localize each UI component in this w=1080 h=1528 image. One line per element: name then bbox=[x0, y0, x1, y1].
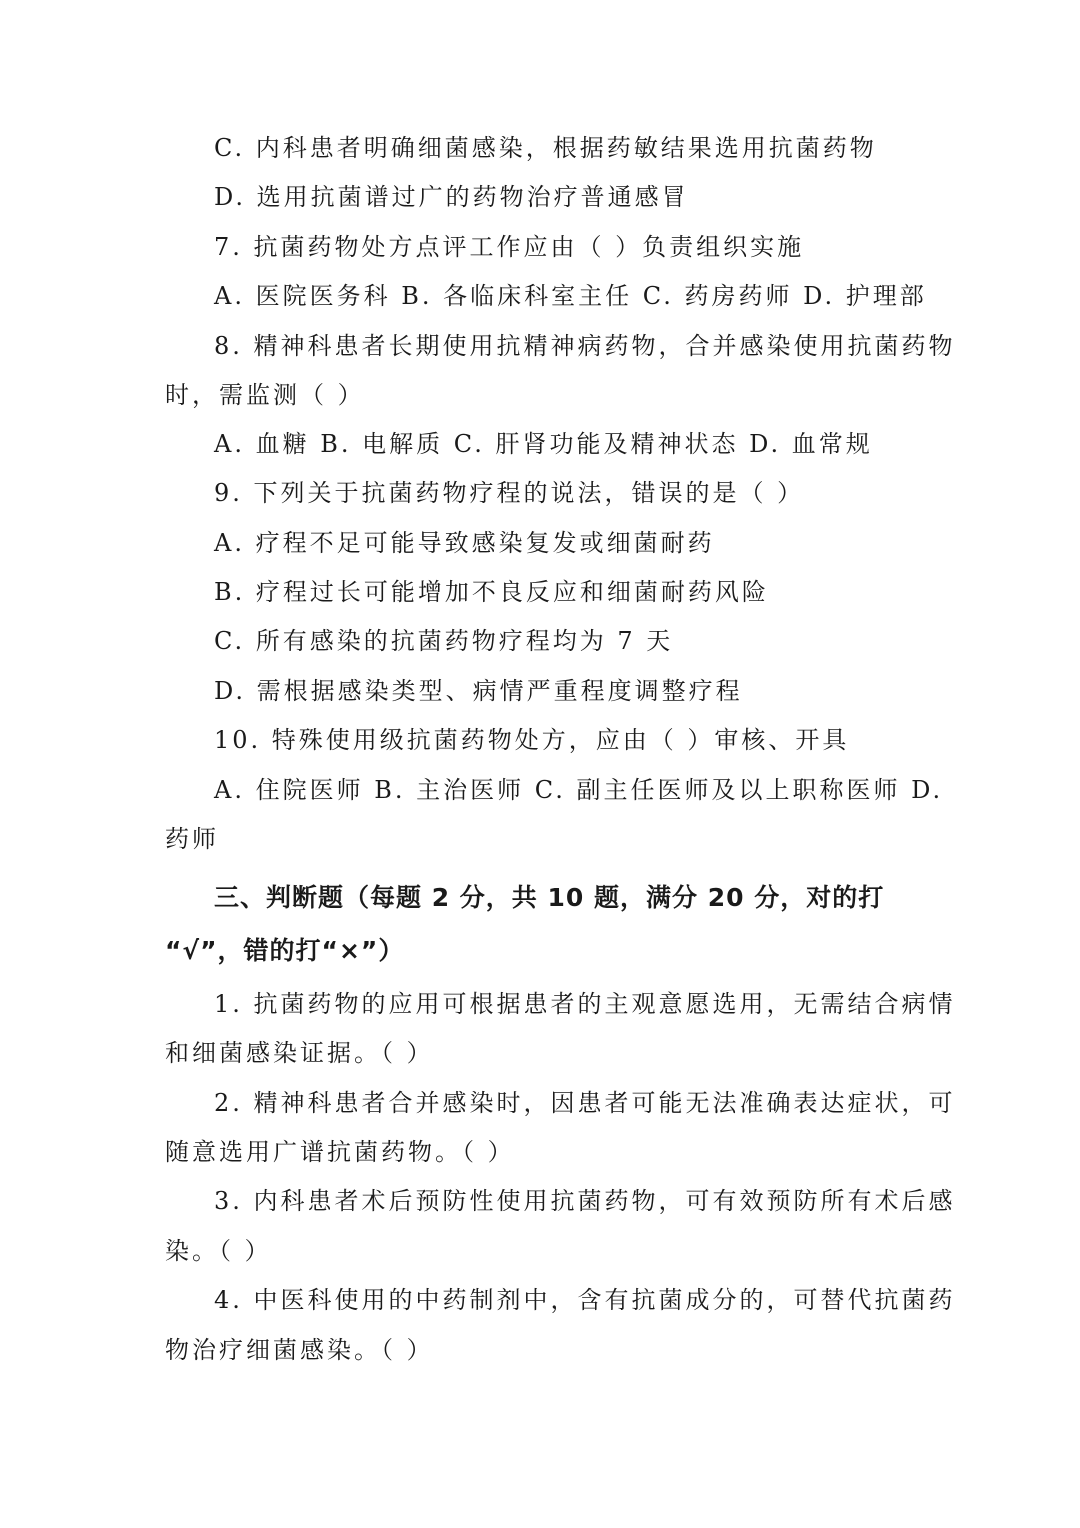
question-line: 2. 精神科患者合并感染时，因患者可能无法准确表达症状，可 bbox=[214, 1089, 956, 1117]
option-line: A. 血糖 B. 电解质 C. 肝肾功能及精神状态 D. 血常规 bbox=[214, 430, 873, 458]
option-line: D. 选用抗菌谱过广的药物治疗普通感冒 bbox=[214, 183, 689, 211]
question-continuation-line: 染。（ ） bbox=[165, 1237, 272, 1265]
question-line: 3. 内科患者术后预防性使用抗菌药物，可有效预防所有术后感 bbox=[214, 1187, 956, 1215]
question-continuation-line: 和细菌感染证据。（ ） bbox=[165, 1039, 434, 1067]
question-line: 7. 抗菌药物处方点评工作应由（ ）负责组织实施 bbox=[214, 233, 805, 261]
option-line: A. 医院医务科 B. 各临床科室主任 C. 药房药师 D. 护理部 bbox=[214, 282, 927, 310]
option-line: A. 疗程不足可能导致感染复发或细菌耐药 bbox=[214, 529, 715, 557]
option-line: B. 疗程过长可能增加不良反应和细菌耐药风险 bbox=[214, 578, 769, 606]
question-line: 1. 抗菌药物的应用可根据患者的主观意愿选用，无需结合病情 bbox=[214, 990, 956, 1018]
option-line: A. 住院医师 B. 主治医师 C. 副主任医师及以上职称医师 D. bbox=[214, 776, 944, 804]
question-line: 8. 精神科患者长期使用抗精神病药物，合并感染使用抗菌药物 bbox=[214, 332, 956, 360]
question-continuation-line: 时，需监测（ ） bbox=[165, 381, 365, 409]
section-heading-true-false: 三、判断题（每题 2 分，共 10 题，满分 20 分，对的打 bbox=[214, 883, 885, 912]
option-line: C. 内科患者明确细菌感染，根据药敏结果选用抗菌药物 bbox=[214, 134, 877, 162]
option-continuation-line: 药师 bbox=[165, 825, 219, 853]
question-continuation-line: 随意选用广谱抗菌药物。（ ） bbox=[165, 1138, 515, 1166]
question-line: 9. 下列关于抗菌药物疗程的说法，错误的是（ ） bbox=[214, 479, 805, 507]
question-line: 4. 中医科使用的中药制剂中，含有抗菌成分的，可替代抗菌药 bbox=[214, 1286, 956, 1314]
option-line: D. 需根据感染类型、病情严重程度调整疗程 bbox=[214, 677, 743, 705]
option-line: C. 所有感染的抗菌药物疗程均为 7 天 bbox=[214, 627, 674, 655]
question-line: 10. 特殊使用级抗菌药物处方，应由（ ）审核、开具 bbox=[214, 726, 850, 754]
question-continuation-line: 物治疗细菌感染。（ ） bbox=[165, 1336, 434, 1364]
section-heading-continuation: “√”，错的打“×”） bbox=[165, 936, 405, 965]
